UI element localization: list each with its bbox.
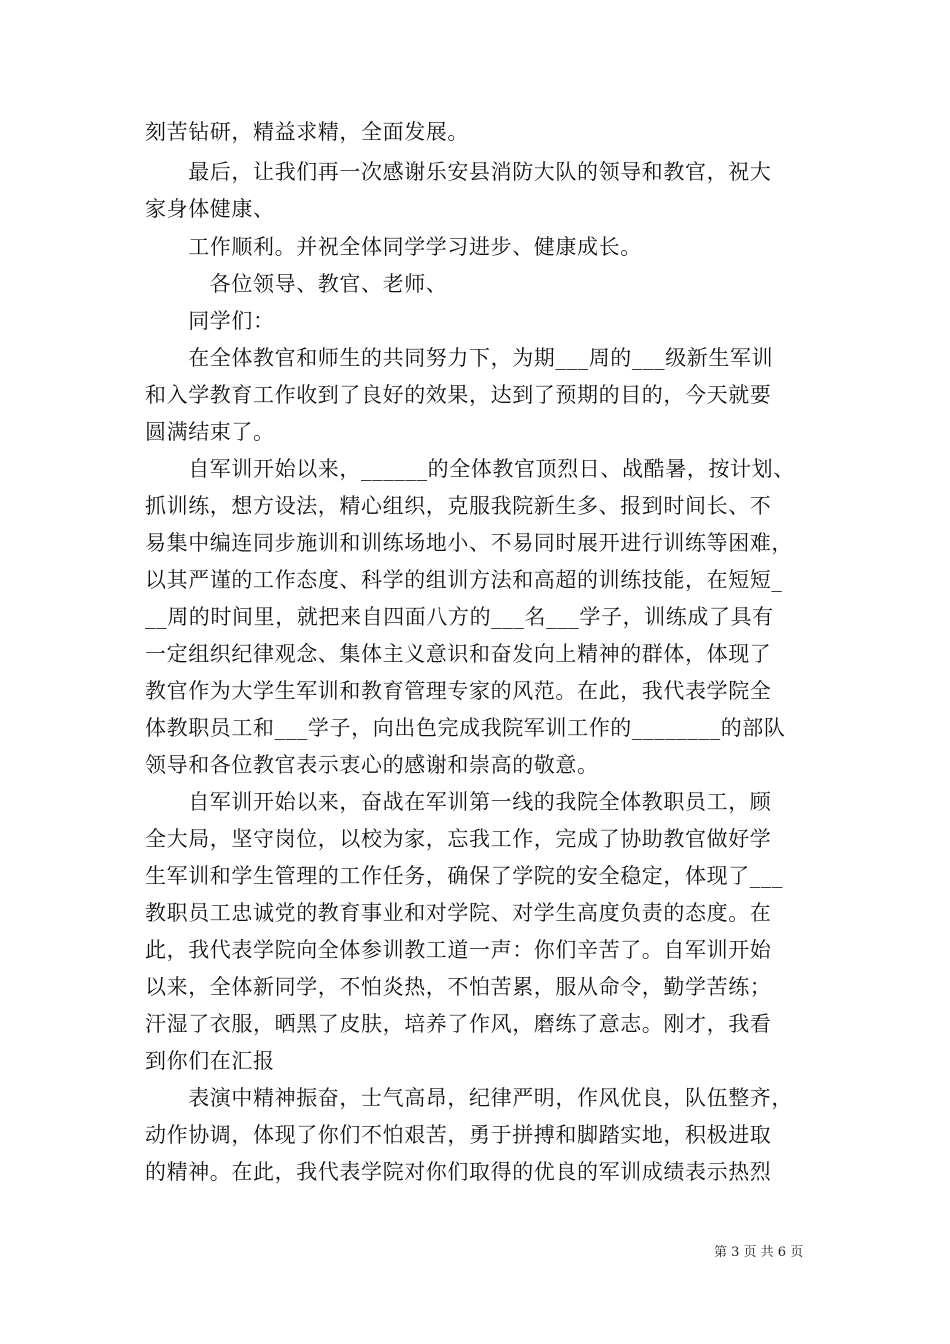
- text-line: 最后，让我们再一次感谢乐安县消防大队的领导和教官，祝大: [145, 160, 772, 184]
- text-line: 教职员工忠诚党的教育事业和对学院、对学生高度负责的态度。在: [145, 901, 772, 925]
- text-line: 此，我代表学院向全体参训教工道一声：你们辛苦了。自军训开始: [145, 938, 772, 962]
- text-line: 同学们：: [145, 309, 275, 333]
- page-number: 第 3 页 共 6 页: [714, 1245, 804, 1260]
- text-line: 以其严谨的工作态度、科学的组训方法和高超的训练技能，在短短_: [145, 568, 783, 592]
- text-line: 领导和各位教官表示衷心的感谢和崇高的敬意。: [145, 753, 599, 777]
- text-line: __周的时间里，就把来自四面八方的___名___学子，训练成了具有: [145, 605, 774, 629]
- text-line: 到你们在汇报: [145, 1049, 275, 1073]
- text-line: 以来，全体新同学，不怕炎热，不怕苦累，服从命令，勤学苦练；: [145, 975, 772, 999]
- text-line: 体教职员工和___学子，向出色完成我院军训工作的________的部队: [145, 716, 786, 740]
- text-line: 抓训练，想方设法，精心组织，克服我院新生多、报到时间长、不: [145, 494, 772, 518]
- text-line: 刻苦钻研，精益求精，全面发展。: [145, 120, 469, 144]
- text-line: 圆满结束了。: [145, 420, 275, 444]
- text-line: 全大局，坚守岗位，以校为家，忘我工作，完成了协助教官做好学: [145, 827, 772, 851]
- text-line: 教官作为大学生军训和教育管理专家的风范。在此，我代表学院全: [145, 679, 772, 703]
- text-line: 汗湿了衣服，晒黑了皮肤，培养了作风，磨练了意志。刚才，我看: [145, 1012, 772, 1036]
- text-line: 的精神。在此，我代表学院对你们取得的优良的军训成绩表示热烈: [145, 1160, 772, 1184]
- text-line: 在全体教官和师生的共同努力下，为期___周的___级新生军训: [145, 346, 774, 370]
- text-line: 生军训和学生管理的工作任务，确保了学院的安全稳定，体现了___: [145, 864, 784, 888]
- text-line: 工作顺利。并祝全体同学学习进步、健康成长。: [145, 235, 642, 259]
- text-line: 易集中编连同步施训和训练场地小、不易同时展开进行训练等困难，: [145, 531, 793, 555]
- text-line: 表演中精神振奋，士气高昂，纪律严明，作风优良，队伍整齐，: [145, 1086, 793, 1110]
- text-line: 一定组织纪律观念、集体主义意识和奋发向上精神的群体，体现了: [145, 642, 772, 666]
- text-line: 和入学教育工作收到了良好的效果，达到了预期的目的，今天就要: [145, 383, 772, 407]
- text-line: 自军训开始以来，奋战在军训第一线的我院全体教职员工，顾: [145, 790, 772, 814]
- text-line: 家身体健康、: [145, 197, 275, 221]
- text-line: 自军训开始以来，______的全体教官顶烈日、战酷暑，按计划、: [145, 457, 795, 481]
- text-line: 各位领导、教官、老师、: [145, 272, 448, 296]
- text-line: 动作协调，体现了你们不怕艰苦，勇于拼搏和脚踏实地，积极进取: [145, 1123, 772, 1147]
